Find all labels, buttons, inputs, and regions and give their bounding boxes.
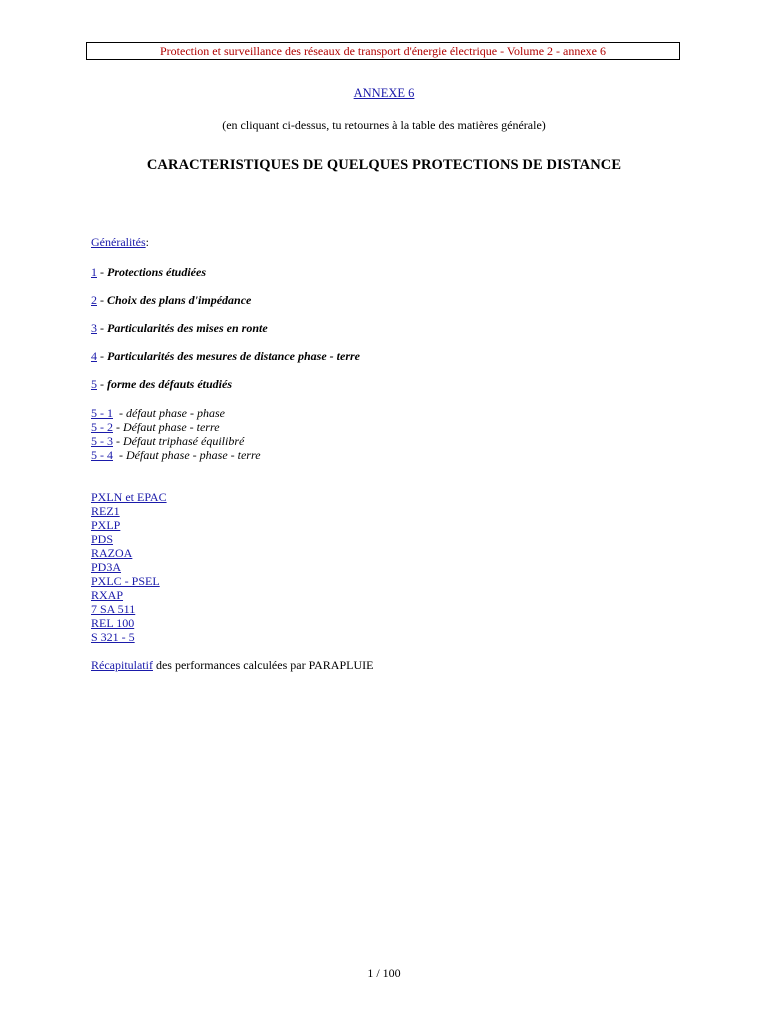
protection-link-rel100[interactable]: REL 100 (91, 616, 135, 630)
protection-link-pxlc-psel[interactable]: PXLC - PSEL (91, 574, 160, 588)
subsection-item (91, 434, 261, 448)
section-2-link[interactable]: 2 (91, 293, 97, 307)
protection-link-rez1[interactable]: REZ1 (91, 504, 120, 518)
subsection-item (91, 406, 261, 420)
section-4-link[interactable]: 4 (91, 349, 97, 363)
generalites-link[interactable]: Généralités (91, 235, 146, 249)
section-1-link[interactable]: 1 (91, 265, 97, 279)
subsection-item (91, 420, 261, 434)
generalites-line (91, 235, 149, 250)
protection-link-rxap[interactable]: RXAP (91, 588, 124, 602)
section-4-title: Particularités des mesures de distance phase - terre (107, 349, 360, 363)
section-5-link[interactable]: 5 (91, 377, 97, 391)
page-title: CARACTERISTIQUES DE QUELQUES PROTECTIONS DE DISTANCE (146, 157, 622, 173)
navigation-note: (en cliquant ci-dessus, tu retournes à la table des matières générale) (222, 118, 546, 132)
protection-link-7sa511[interactable]: 7 SA 511 (91, 602, 136, 616)
subsection-5-3-link[interactable]: 5 - 3 (91, 434, 113, 448)
generalites-suffix: : (145, 235, 149, 249)
running-header: Protection et surveillance des réseaux de transport d'énergie électrique - Volume 2 - annexe 6 (86, 42, 680, 60)
separator: - (97, 265, 107, 279)
section-5-title: forme des défauts étudiés (107, 377, 232, 391)
section-item (91, 349, 360, 364)
section-3-link[interactable]: 3 (91, 321, 97, 335)
section-3-title: Particularités des mises en ronte (107, 321, 268, 335)
protection-link-s321-5[interactable]: S 321 - 5 (91, 630, 135, 644)
subsection-5-2-link[interactable]: 5 - 2 (91, 420, 113, 434)
section-1-title: Protections étudiées (107, 265, 206, 279)
protection-link-pds[interactable]: PDS (91, 532, 114, 546)
separator: - (97, 377, 107, 391)
recap-link[interactable]: Récapitulatif (91, 658, 153, 672)
separator: - (97, 293, 107, 307)
section-2-title: Choix des plans d'impédance (107, 293, 252, 307)
separator: - (97, 349, 107, 363)
protection-link-pd3a[interactable]: PD3A (91, 560, 122, 574)
separator: - (97, 321, 107, 335)
protection-link-razoa[interactable]: RAZOA (91, 546, 133, 560)
protection-list (91, 490, 167, 644)
section-item (91, 293, 251, 308)
section-item (91, 321, 268, 336)
subsection-5-4-title: - Défaut phase - phase - terre (113, 448, 261, 462)
section-item (91, 265, 206, 280)
subsection-5-2-title: - Défaut phase - terre (113, 420, 220, 434)
protection-link-pxlp[interactable]: PXLP (91, 518, 121, 532)
subsection-item (91, 448, 261, 462)
recap-line (91, 658, 373, 673)
page-indicator: 1 / 100 (367, 966, 401, 980)
recap-text: des performances calculées par PARAPLUIE (152, 658, 374, 672)
subsection-5-3-title: - Défaut triphasé équilibré (113, 434, 245, 448)
subsection-5-1-title: - défaut phase - phase (113, 406, 225, 420)
subsection-5-1-link[interactable]: 5 - 1 (91, 406, 113, 420)
section-item (91, 377, 232, 392)
subsection-list (91, 406, 261, 462)
subsection-5-4-link[interactable]: 5 - 4 (91, 448, 113, 462)
annexe-link[interactable]: ANNEXE 6 (353, 86, 415, 100)
protection-link-pxln-epac[interactable]: PXLN et EPAC (91, 490, 167, 504)
